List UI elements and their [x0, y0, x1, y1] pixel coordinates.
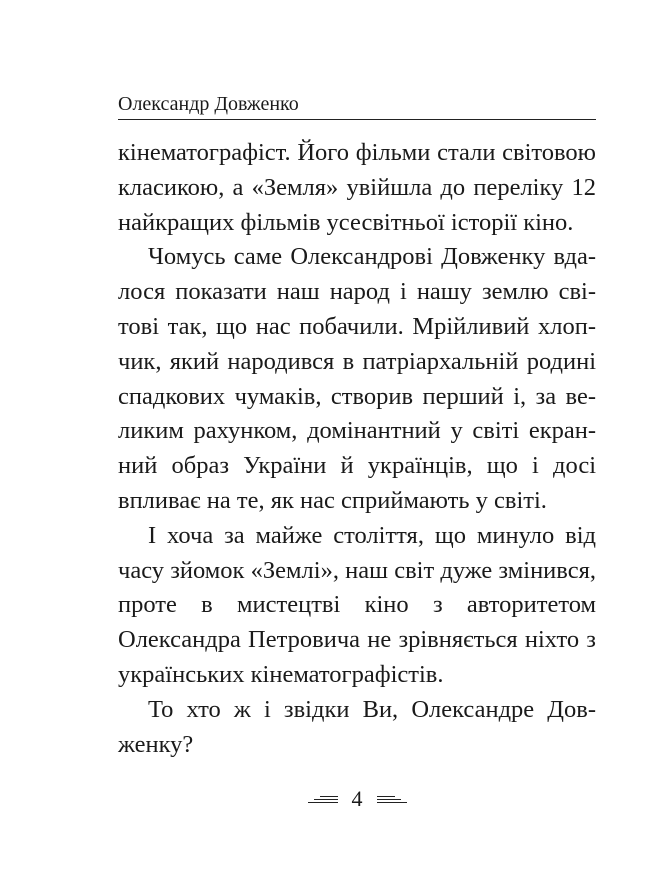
- paragraph: Чомусь саме Олександрові Довженку вдалося показати наш народ і нашу землю світові так, що нас побачили. Мрійливий хлопчик, який народився в патріархальній родині спадкових чумаків, створив перший і, за великим рахунком, домінантний у світі екранний образ України й українців, що і досі впливає на те, як нас сприймають у світі.: [118, 243, 596, 514]
- paragraph: І хоча за майже століття, що минуло від часу зйомок «Землі», наш світ дуже змінився, проте в мистецтві кіно з авторитетом Олександра Петровича не зрівняється ніхто з українських кінематографістів.: [118, 521, 596, 688]
- right-ornament-icon: [377, 796, 407, 803]
- body-text: [118, 136, 596, 762]
- paragraph-continued: кінематографіст. Його фільми стали світовою класикою, а «Земля» увійшла до переліку 12 найкращих фільмів усесвітньої історії кіно.: [118, 139, 596, 236]
- page-footer: [118, 786, 596, 812]
- running-head: Олександр Довженко: [118, 92, 596, 120]
- book-page: [118, 0, 596, 886]
- left-ornament-icon: [308, 796, 338, 803]
- paragraph: То хто ж і звідки Ви, Олександре Довженку?: [118, 695, 596, 758]
- page-number: 4: [351, 786, 363, 811]
